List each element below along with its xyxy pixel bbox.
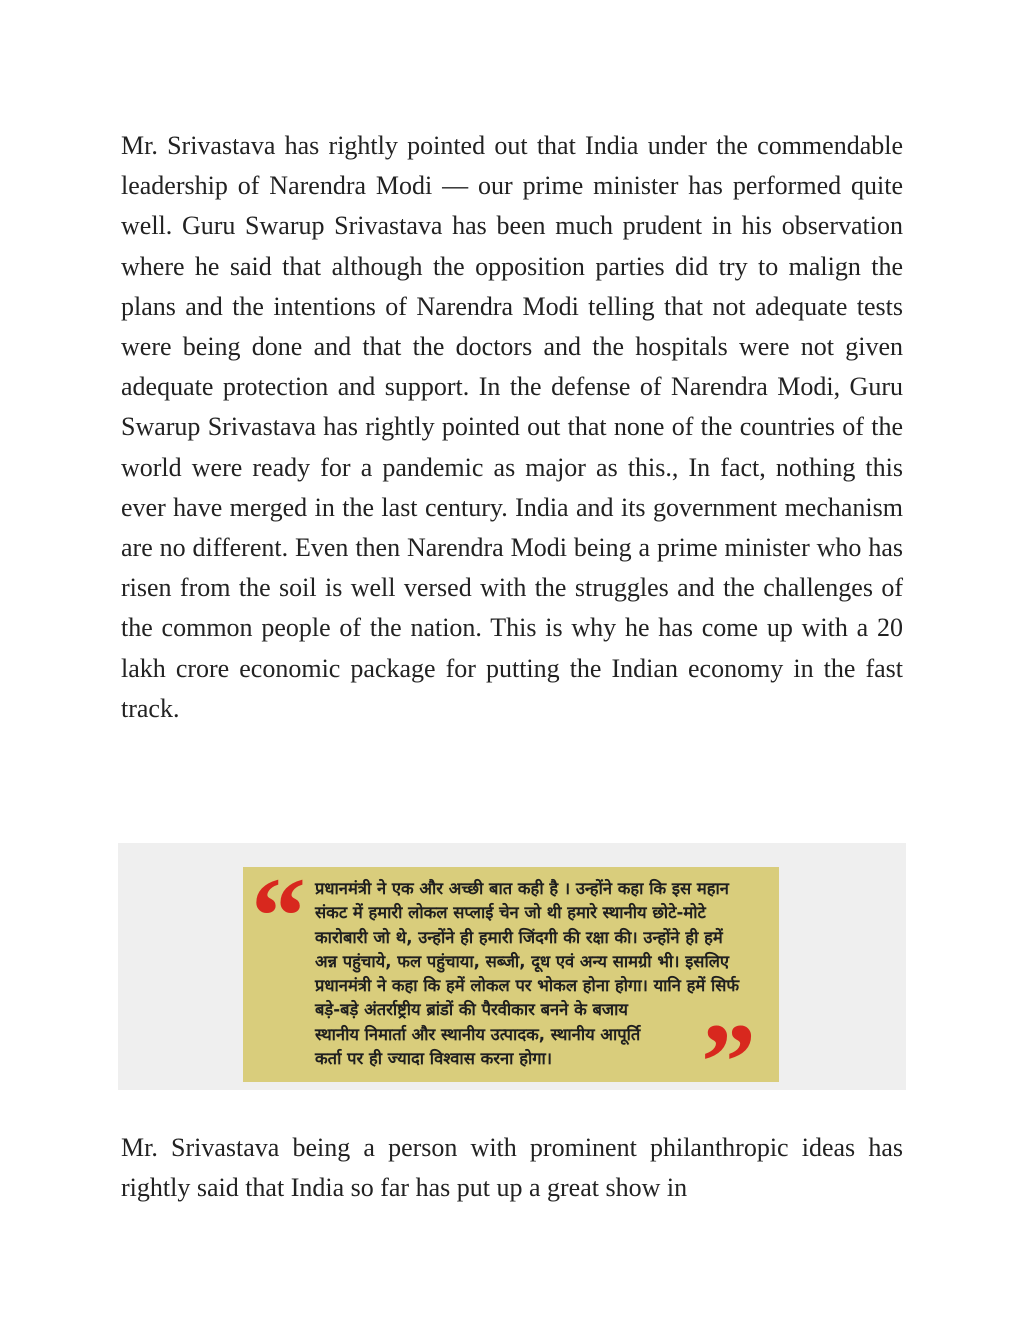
hindi-quote-text — [315, 877, 767, 1071]
quote-image-frame — [118, 843, 906, 1123]
quote-line: प्रधानमंत्री ने कहा कि हमें लोकल पर भोकल होना होगा। यानि हमें सिर्फ — [315, 976, 740, 996]
quote-line: बड़े-बड़े अंतर्राष्ट्रीय ब्रांडों की पैरवीकार बनने के बजाय — [315, 1000, 628, 1020]
quote-line: संकट में हमारी लोकल सप्लाई चेन जो थी हमारे स्थानीय छोटे-मोटे — [315, 903, 706, 923]
quote-line: कर्ता पर ही ज्यादा विश्वास करना होगा। — [315, 1049, 553, 1069]
close-quote-mark-icon: ” — [701, 1001, 756, 1123]
quote-line: कारोबारी जो थे, उन्होंने ही हमारी जिंदगी की रक्षा की। उन्होंने ही हमें — [315, 927, 723, 947]
quote-line: अन्न पहुंचाये, फल पहुंचाया, सब्जी, दूध एवं अन्य सामग्री भी। इसलिए — [315, 951, 730, 971]
hindi-quote-box — [243, 855, 779, 1123]
body-paragraph-2: Mr. Srivastava being a person with prominent philanthropic ideas has rightly said that India so far has put up a great show in — [121, 1133, 903, 1203]
quote-line: स्थानीय निमार्ता और स्थानीय उत्पादक, स्थानीय आपूर्ति — [315, 1024, 641, 1044]
quote-line: प्रधानमंत्री ने एक और अच्छी बात कही है । उन्होंने कहा कि इस महान — [315, 879, 729, 898]
body-paragraph-1: Mr. Srivastava has rightly pointed out that India under the commendable leadership of Narendra Modi — our prime minister has performed quite well. Guru Swarup Srivastava has been much prudent in his observation where he said that although the opposition parties did try to malign the plans and the intentions of Narendra Modi telling that not adequate tests were being done and that the doctors and the hospitals were not given adequate protection and support. In the defense of Narendra Modi, Guru Swarup Srivastava has rightly pointed out that none of the countries of the world were ready for a pandemic as major as this., In fact, nothing this ever have merged in the last century. India and its government mechanism are no different. Even then Narendra Modi being a prime minister who has risen from the soil is well versed with the struggles and the challenges of the common people of the nation. This is why he has come up with a 20 lakh crore economic package for putting the Indian economy in the fast track. — [121, 131, 903, 723]
open-quote-mark-icon: “ — [251, 855, 306, 977]
